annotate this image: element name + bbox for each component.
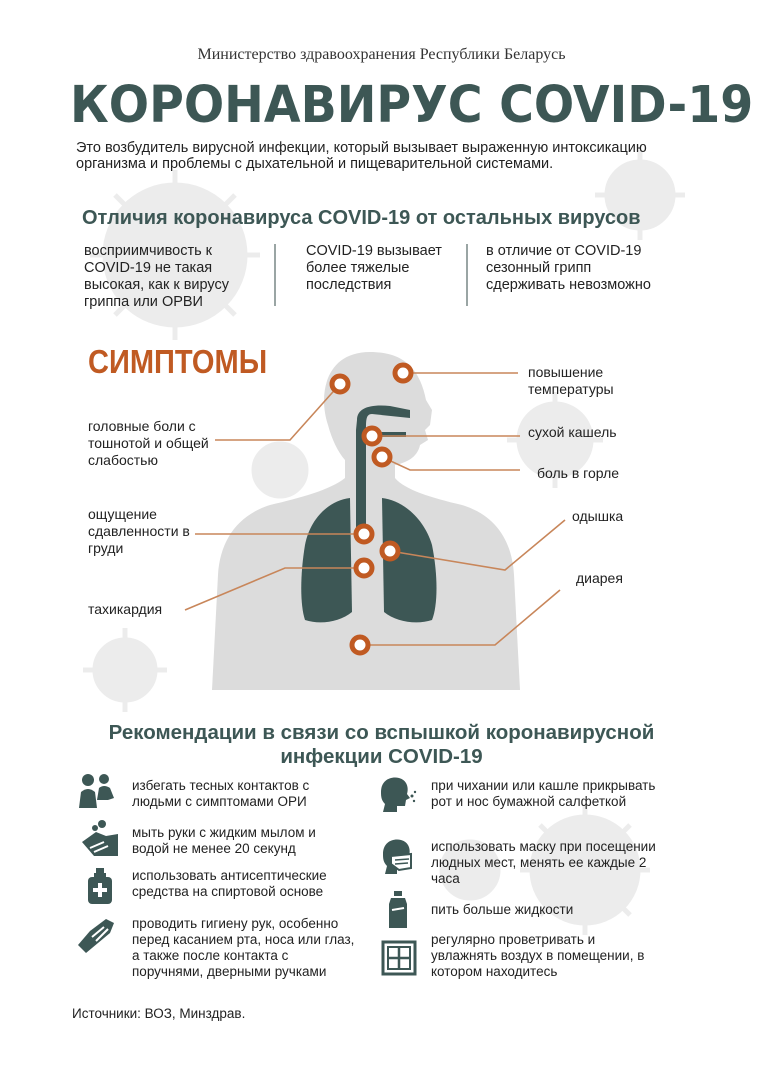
- recommendation-item: мыть руки с жидким мылом и водой не менее 20 секунд: [132, 825, 316, 856]
- window-icon: [379, 938, 419, 978]
- recommendation-item: использовать маску при посещении людных мест, менять ее каждые 2 часа: [431, 839, 656, 886]
- difference-item: COVID-19 вызывает более тяжелые последствия: [306, 243, 442, 293]
- symptom-dry-cough: сухой кашель: [528, 424, 617, 440]
- water-bottle-icon: [377, 890, 417, 930]
- symptom-sore-throat: боль в горле: [537, 465, 620, 481]
- recommendation-item: проводить гигиену рук, особенно перед касанием рта, носа или глаз, а также после контакта с поручнями, дверными ручками: [132, 916, 355, 979]
- mask-icon: [377, 836, 417, 876]
- symptoms-title: СИМПТОМЫ: [88, 343, 268, 380]
- antiseptic-bottle-icon: [80, 866, 120, 906]
- ministry-header: Министерство здравоохранения Республики Беларусь: [197, 46, 566, 63]
- symptom-diarrhea: диарея: [576, 570, 623, 586]
- sources-note: Источники: ВОЗ, Минздрав.: [72, 1006, 246, 1021]
- symptom-shortness-of-breath: одышка: [572, 508, 624, 524]
- page-title: КОРОНАВИРУС COVID-19: [70, 76, 754, 135]
- recommendations-title: Рекомендации в связи со вспышкой коронавирусной инфекции COVID-19: [108, 721, 655, 768]
- sneeze-icon: [377, 774, 417, 814]
- symptom-headache: головные боли с тошнотой и общей слабостью: [88, 418, 209, 468]
- recommendation-item: использовать антисептические средства на спиртовой основе: [132, 868, 327, 899]
- hand-wipe-icon: [76, 915, 116, 955]
- recommendation-item: регулярно проветривать и увлажнять воздух в помещении, в котором находитесь: [431, 932, 645, 979]
- recommendation-item: при чихании или кашле прикрывать рот и нос бумажной салфеткой: [431, 778, 656, 809]
- differences-title: Отличия коронавируса COVID-19 от остальных вирусов: [82, 207, 641, 229]
- people-icon: [76, 770, 116, 810]
- difference-item: в отличие от COVID-19 сезонный грипп сдерживать невозможно: [486, 243, 651, 293]
- recommendation-item: пить больше жидкости: [431, 902, 574, 917]
- intro-text: Это возбудитель вирусной инфекции, который вызывает выраженную интоксикацию организма и проблемы с дыхательной и пищеварительной системами.: [76, 140, 647, 172]
- recommendation-item: избегать тесных контактов с людьми с симптомами ОРИ: [132, 778, 310, 809]
- symptom-fever: повышение температуры: [528, 364, 614, 397]
- difference-item: восприимчивость к COVID-19 не такая высокая, как к вирусу гриппа или ОРВИ: [84, 243, 229, 310]
- symptom-tachycardia: тахикардия: [88, 601, 163, 617]
- handwash-icon: [80, 818, 120, 858]
- symptom-chest-pressure: ощущение сдавленности в груди: [88, 506, 190, 556]
